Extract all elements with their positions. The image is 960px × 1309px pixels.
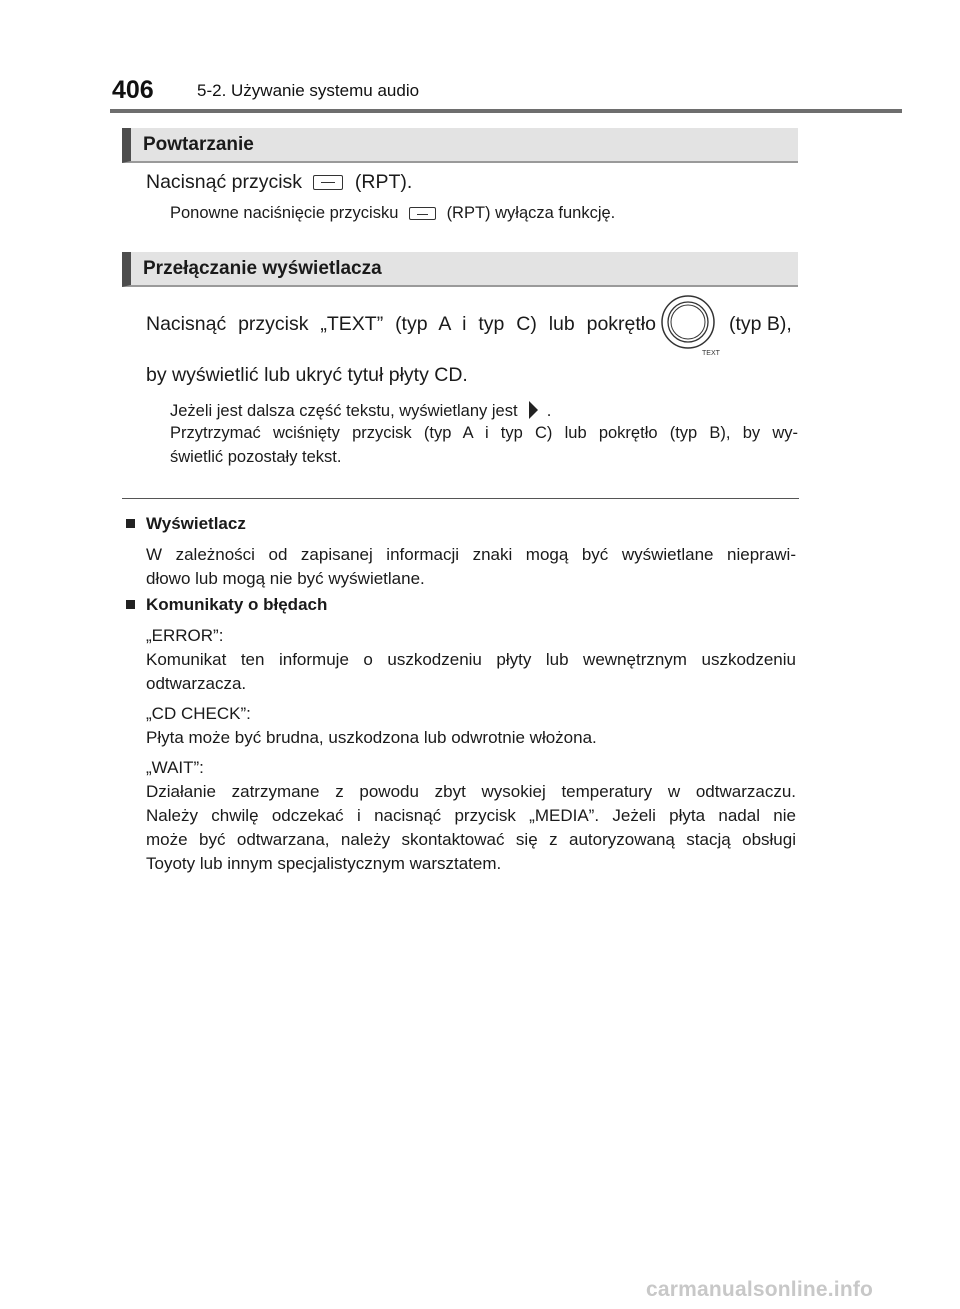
display-instruction-line1: Nacisnąć przycisk „TEXT” (typ A i typ C) lub pokrętło [146, 313, 656, 335]
display-note2-line1: Przytrzymać wciśnięty przycisk (typ A i typ C) lub pokrętło (typ B), by wy- [170, 424, 798, 442]
display-note1-text: Jeżeli jest dalsza część tekstu, wyświetlany jest [170, 402, 518, 420]
display-note1 [170, 400, 551, 421]
page-number: 406 [112, 76, 154, 104]
info-display-line2: dłowo lub mogą nie być wyświetlane. [146, 569, 425, 588]
repeat-instruction-text: Nacisnąć przycisk [146, 171, 303, 193]
info-display-line1: W zależności od zapisanej informacji znaki mogą być wyświetlane nieprawi- [146, 545, 796, 564]
header-rule [110, 109, 902, 113]
display-heading: Przełączanie wyświetlacza [122, 252, 798, 287]
info-display-title: Wyświetlacz [146, 514, 246, 533]
section-divider [122, 498, 799, 499]
repeat-instruction-suffix: (RPT). [354, 171, 413, 193]
rpt-button-icon [313, 175, 343, 190]
rpt-button-icon-small [409, 207, 436, 220]
text-knob-icon [660, 294, 722, 356]
repeat-instruction [146, 171, 412, 194]
section-title: 5-2. Używanie systemu audio [197, 81, 420, 100]
watermark: carmanualsonline.info [646, 1278, 874, 1301]
repeat-heading: Powtarzanie [122, 128, 798, 163]
knob-label: TEXT [702, 350, 720, 356]
square-bullet-icon [126, 600, 135, 609]
cd-check-label: „CD CHECK”: [146, 704, 251, 723]
cd-check-desc: Płyta może być brudna, uszkodzona lub odwrotnie włożona. [146, 728, 597, 747]
display-instruction-suffix: (typ B), [729, 313, 792, 335]
info-errors-title: Komunikaty o błędach [146, 595, 328, 614]
display-instruction-line2: by wyświetlić lub ukryć tytuł płyty CD. [146, 364, 468, 386]
wait-desc-line1: Działanie zatrzymane z powodu zbyt wysokiej temperatury w odtwarzaczu. [146, 782, 796, 801]
wait-desc-line2: Należy chwilę odczekać i nacisnąć przycisk „MEDIA”. Jeżeli płyta nadal nie [146, 806, 796, 825]
wait-label: „WAIT”: [146, 758, 204, 777]
display-note1-suffix: . [546, 402, 552, 420]
repeat-note [170, 204, 615, 223]
error-desc-line1: Komunikat ten informuje o uszkodzeniu płyty lub wewnętrznym uszkodzeniu [146, 650, 796, 669]
repeat-note-suffix: (RPT) wyłącza funkcję. [446, 204, 616, 222]
error-label: „ERROR”: [146, 626, 224, 645]
wait-desc-line4: Toyoty lub innym specjalistycznym warsztatem. [146, 854, 502, 873]
error-desc-line2: odtwarzacza. [146, 674, 247, 693]
repeat-note-text: Ponowne naciśnięcie przycisku [170, 204, 399, 222]
square-bullet-icon [126, 519, 135, 528]
arrow-right-icon [526, 400, 540, 420]
wait-desc-line3: może być odtwarzana, należy skontaktować się z autoryzowaną stacją obsługi [146, 830, 796, 849]
display-note2-line2: świetlić pozostały tekst. [170, 448, 342, 466]
